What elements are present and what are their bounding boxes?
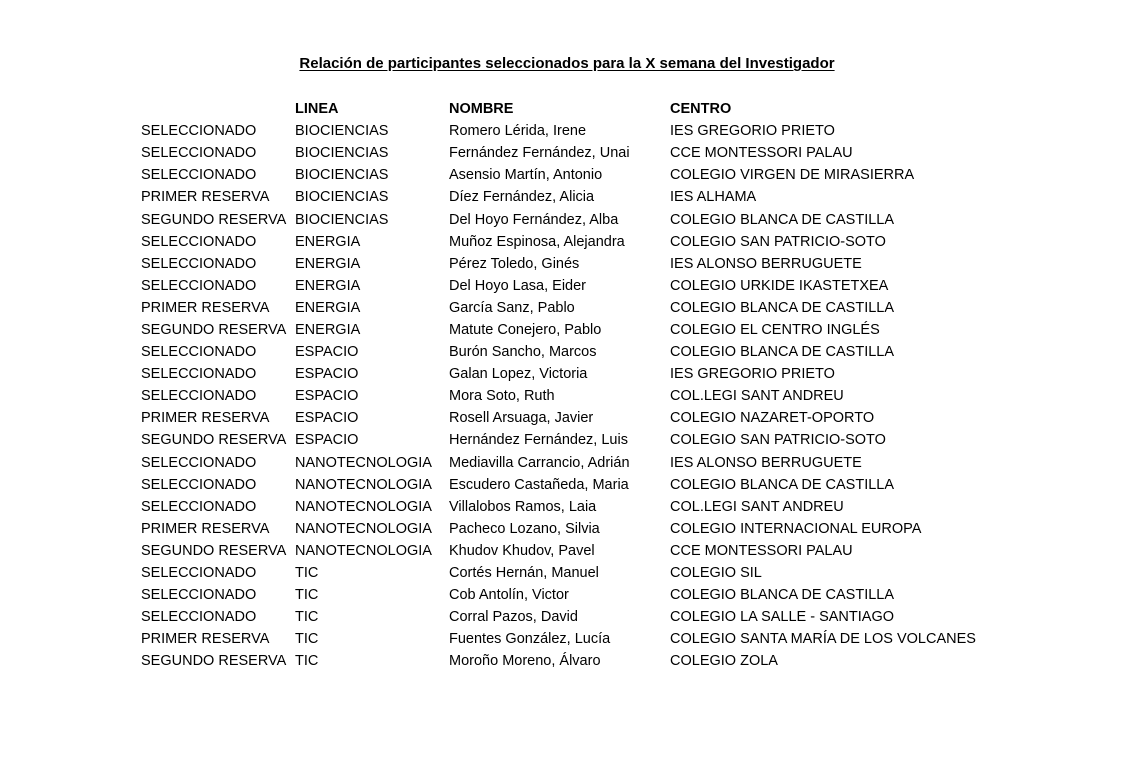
table-row: [141, 429, 990, 451]
cell-linea: ENERGIA: [295, 255, 361, 272]
cell-linea: ENERGIA: [295, 277, 361, 294]
document-title: Relación de participantes seleccionados para la X semana del Investigador: [299, 55, 835, 72]
cell-estado: SEGUNDO RESERVA: [141, 653, 287, 670]
cell-estado: SELECCIONADO: [141, 233, 257, 250]
cell-nombre: Matute Conejero, Pablo: [449, 321, 602, 338]
cell-estado: SELECCIONADO: [141, 366, 257, 383]
cell-centro: COLEGIO EL CENTRO INGLÉS: [670, 321, 880, 338]
table-row: [141, 407, 990, 429]
table-body: [141, 120, 990, 672]
cell-linea: TIC: [295, 631, 319, 648]
cell-estado: SEGUNDO RESERVA: [141, 542, 287, 559]
table-row: [141, 253, 990, 275]
cell-centro: IES GREGORIO PRIETO: [670, 123, 835, 140]
cell-estado: SELECCIONADO: [141, 123, 257, 140]
cell-centro: COLEGIO SANTA MARÍA DE LOS VOLCANES: [670, 631, 976, 648]
cell-linea: ESPACIO: [295, 388, 359, 405]
cell-linea: ESPACIO: [295, 344, 359, 361]
table-row: [141, 363, 990, 385]
participants-table: [141, 98, 990, 672]
table-row: [141, 540, 990, 562]
cell-estado: SELECCIONADO: [141, 498, 257, 515]
cell-estado: SELECCIONADO: [141, 344, 257, 361]
header-centro: CENTRO: [670, 101, 732, 118]
table-row: [141, 120, 990, 142]
cell-estado: SELECCIONADO: [141, 609, 257, 626]
cell-nombre: Del Hoyo Fernández, Alba: [449, 211, 619, 228]
table-row: [141, 650, 990, 672]
cell-centro: COLEGIO BLANCA DE CASTILLA: [670, 344, 895, 361]
cell-linea: NANOTECNOLOGIA: [295, 454, 432, 471]
cell-linea: ESPACIO: [295, 366, 359, 383]
table-row: [141, 297, 990, 319]
cell-linea: ENERGIA: [295, 321, 361, 338]
table-row: [141, 496, 990, 518]
cell-nombre: Corral Pazos, David: [449, 609, 578, 626]
cell-centro: COLEGIO VIRGEN DE MIRASIERRA: [670, 167, 915, 184]
table-row: [141, 231, 990, 253]
cell-nombre: Fernández Fernández, Unai: [449, 145, 630, 162]
cell-centro: COLEGIO INTERNACIONAL EUROPA: [670, 520, 922, 537]
cell-nombre: Mediavilla Carrancio, Adrián: [449, 454, 630, 471]
cell-nombre: Muñoz Espinosa, Alejandra: [449, 233, 625, 250]
cell-nombre: García Sanz, Pablo: [449, 299, 575, 316]
cell-nombre: Del Hoyo Lasa, Eider: [449, 277, 587, 294]
cell-linea: TIC: [295, 609, 319, 626]
cell-centro: IES ALONSO BERRUGUETE: [670, 454, 862, 471]
cell-linea: BIOCIENCIAS: [295, 189, 389, 206]
cell-centro: COLEGIO SIL: [670, 565, 762, 582]
cell-estado: SELECCIONADO: [141, 565, 257, 582]
cell-centro: CCE MONTESSORI PALAU: [670, 145, 853, 162]
cell-estado: SELECCIONADO: [141, 476, 257, 493]
cell-nombre: Burón Sancho, Marcos: [449, 344, 597, 361]
cell-centro: CCE MONTESSORI PALAU: [670, 542, 853, 559]
cell-linea: ENERGIA: [295, 233, 361, 250]
cell-estado: SEGUNDO RESERVA: [141, 211, 287, 228]
table-row: [141, 385, 990, 407]
cell-nombre: Cortés Hernán, Manuel: [449, 565, 599, 582]
cell-centro: COLEGIO LA SALLE - SANTIAGO: [670, 609, 895, 626]
cell-linea: BIOCIENCIAS: [295, 167, 389, 184]
cell-nombre: Romero Lérida, Irene: [449, 123, 587, 140]
cell-nombre: Escudero Castañeda, Maria: [449, 476, 629, 493]
table-row: [141, 474, 990, 496]
cell-nombre: Pacheco Lozano, Silvia: [449, 520, 600, 537]
cell-linea: TIC: [295, 565, 319, 582]
cell-linea: ESPACIO: [295, 432, 359, 449]
header-nombre: NOMBRE: [449, 101, 514, 118]
cell-centro: COLEGIO BLANCA DE CASTILLA: [670, 476, 895, 493]
cell-linea: BIOCIENCIAS: [295, 145, 389, 162]
table-row: [141, 452, 990, 474]
cell-estado: SELECCIONADO: [141, 388, 257, 405]
cell-estado: SELECCIONADO: [141, 255, 257, 272]
cell-linea: NANOTECNOLOGIA: [295, 476, 432, 493]
cell-centro: COLEGIO NAZARET-OPORTO: [670, 410, 875, 427]
table-row: [141, 606, 990, 628]
cell-nombre: Díez Fernández, Alicia: [449, 189, 595, 206]
cell-estado: SELECCIONADO: [141, 167, 257, 184]
table-row: [141, 164, 990, 186]
cell-centro: COL.LEGI SANT ANDREU: [670, 498, 844, 515]
table-row: [141, 518, 990, 540]
cell-nombre: Pérez Toledo, Ginés: [449, 255, 580, 272]
cell-centro: COLEGIO URKIDE IKASTETXEA: [670, 277, 889, 294]
cell-centro: COLEGIO ZOLA: [670, 653, 778, 670]
cell-nombre: Khudov Khudov, Pavel: [449, 542, 595, 559]
cell-linea: ENERGIA: [295, 299, 361, 316]
cell-estado: PRIMER RESERVA: [141, 520, 270, 537]
cell-estado: SELECCIONADO: [141, 587, 257, 604]
table-row: [141, 208, 990, 230]
table-row: [141, 341, 990, 363]
table-row: [141, 142, 990, 164]
cell-nombre: Asensio Martín, Antonio: [449, 167, 603, 184]
table-row: [141, 319, 990, 341]
cell-nombre: Fuentes González, Lucía: [449, 631, 611, 648]
cell-linea: NANOTECNOLOGIA: [295, 520, 432, 537]
cell-linea: BIOCIENCIAS: [295, 211, 389, 228]
cell-estado: PRIMER RESERVA: [141, 631, 270, 648]
cell-estado: SELECCIONADO: [141, 277, 257, 294]
cell-linea: BIOCIENCIAS: [295, 123, 389, 140]
cell-centro: IES ALHAMA: [670, 189, 757, 206]
cell-centro: COLEGIO BLANCA DE CASTILLA: [670, 211, 895, 228]
cell-centro: COLEGIO BLANCA DE CASTILLA: [670, 587, 895, 604]
table-header-row: [141, 98, 990, 120]
cell-nombre: Villalobos Ramos, Laia: [449, 498, 597, 515]
cell-estado: SELECCIONADO: [141, 145, 257, 162]
table-row: [141, 628, 990, 650]
cell-centro: COLEGIO BLANCA DE CASTILLA: [670, 299, 895, 316]
cell-linea: TIC: [295, 587, 319, 604]
table-row: [141, 186, 990, 208]
cell-estado: SEGUNDO RESERVA: [141, 432, 287, 449]
cell-centro: IES GREGORIO PRIETO: [670, 366, 835, 383]
cell-centro: IES ALONSO BERRUGUETE: [670, 255, 862, 272]
cell-nombre: Cob Antolín, Victor: [449, 587, 569, 604]
cell-linea: NANOTECNOLOGIA: [295, 542, 432, 559]
cell-nombre: Moroño Moreno, Álvaro: [449, 653, 601, 670]
cell-estado: PRIMER RESERVA: [141, 410, 270, 427]
cell-centro: COL.LEGI SANT ANDREU: [670, 388, 844, 405]
cell-estado: SELECCIONADO: [141, 454, 257, 471]
header-linea: LINEA: [295, 101, 339, 118]
cell-nombre: Galan Lopez, Victoria: [449, 366, 588, 383]
cell-nombre: Hernández Fernández, Luis: [449, 432, 628, 449]
cell-centro: COLEGIO SAN PATRICIO-SOTO: [670, 432, 886, 449]
cell-centro: COLEGIO SAN PATRICIO-SOTO: [670, 233, 886, 250]
cell-nombre: Mora Soto, Ruth: [449, 388, 555, 405]
cell-linea: TIC: [295, 653, 319, 670]
cell-estado: PRIMER RESERVA: [141, 189, 270, 206]
cell-estado: PRIMER RESERVA: [141, 299, 270, 316]
cell-linea: NANOTECNOLOGIA: [295, 498, 432, 515]
table-row: [141, 562, 990, 584]
cell-linea: ESPACIO: [295, 410, 359, 427]
table-row: [141, 584, 990, 606]
cell-nombre: Rosell Arsuaga, Javier: [449, 410, 594, 427]
cell-estado: SEGUNDO RESERVA: [141, 321, 287, 338]
table-row: [141, 275, 990, 297]
